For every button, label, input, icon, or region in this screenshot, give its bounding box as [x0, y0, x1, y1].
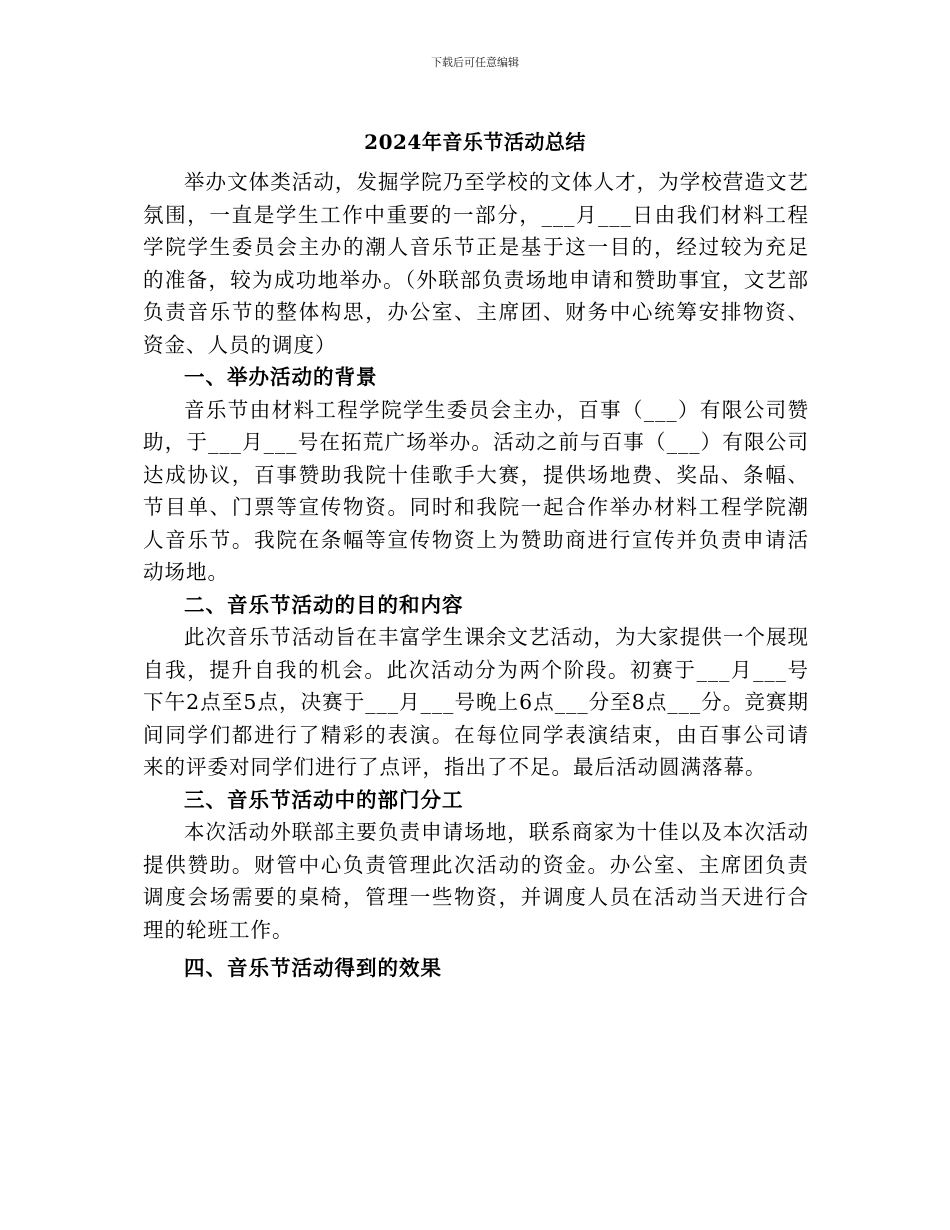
section-heading-background: 一、举办活动的背景	[184, 365, 378, 389]
page-header-note: 下载后可任意编辑	[431, 56, 519, 69]
document-title: 2024年音乐节活动总结	[364, 130, 586, 154]
section-body-division: 本次活动外联部主要负责申请场地，联系商家为十佳以及本次活动提供赞助。财管中心负责管理此次活动的资金。办公室、主席团负责调度会场需要的桌椅，管理一些物资，并调度人员在活动当天进行合理的轮班工作。	[143, 820, 809, 942]
document-body	[143, 166, 809, 985]
intro-paragraph: 举办文体类活动，发掘学院乃至学校的文体人才，为学校营造文艺氛围，一直是学生工作中重要的一部分，___月___日由我们材料工程学院学生委员会主办的潮人音乐节正是基于这一目的，经过较为充足的准备，较为成功地举办。（外联部负责场地申请和赞助事宜，文艺部负责音乐节的整体构思，办公室、主席团、财务中心统筹安排物资、资金、人员的调度）	[143, 170, 809, 357]
section-heading-division: 三、音乐节活动中的部门分工	[184, 787, 464, 812]
section-heading-purpose: 二、音乐节活动的目的和内容	[184, 592, 464, 617]
section-heading-results: 四、音乐节活动得到的效果	[184, 956, 442, 980]
section-body-purpose: 此次音乐节活动旨在丰富学生课余文艺活动，为大家提供一个展现自我，提升自我的机会。此次活动分为两个阶段。初赛于___月___号下午2点至5点，决赛于___月___号晚上6点___分至8点___分。竞赛期间同学们都进行了精彩的表演。在每位同学表演结束，由百事公司请来的评委对同学们进行了点评，指出了不足。最后活动圆满落幕。	[143, 625, 809, 779]
section-body-background: 音乐节由材料工程学院学生委员会主办，百事（___）有限公司赞助，于___月___号在拓荒广场举办。活动之前与百事（___）有限公司达成协议，百事赞助我院十佳歌手大赛，提供场地费、奖品、条幅、节目单、门票等宣传物资。同时和我院一起合作举办材料工程学院潮人音乐节。我院在条幅等宣传物资上为赞助商进行宣传并负责申请活动场地。	[143, 397, 809, 584]
